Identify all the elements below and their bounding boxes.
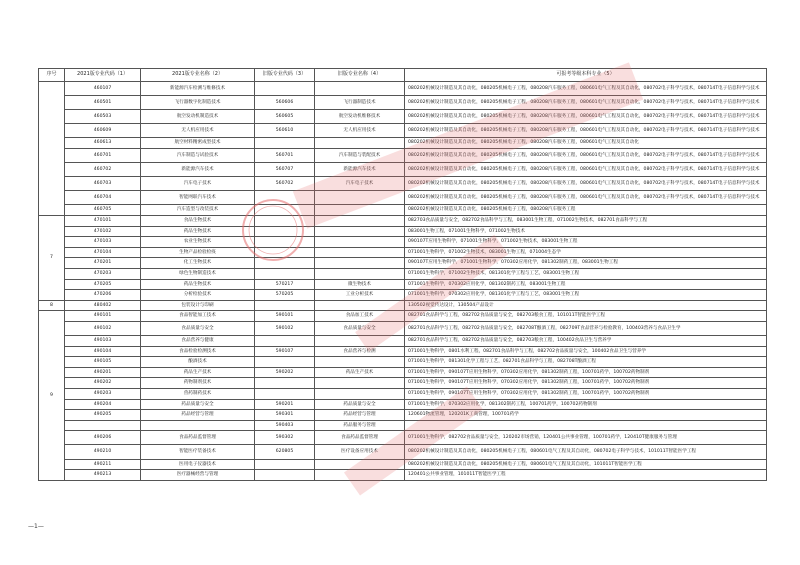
major-code-old-cell <box>255 388 315 399</box>
major-code-old-cell <box>255 215 315 226</box>
major-name-2021-cell: 食品药品监督管理 <box>141 431 255 445</box>
major-code-2021-cell: 460702 <box>65 163 141 177</box>
major-code-old-cell: 590202 <box>255 367 315 378</box>
major-name-2021-cell: 酿酒技术 <box>141 357 255 368</box>
major-code-2021-cell: 490202 <box>65 378 141 389</box>
major-code-2021-cell <box>65 420 141 431</box>
major-code-old-cell <box>255 335 315 346</box>
major-name-old-cell <box>315 378 405 389</box>
table-row <box>39 268 767 279</box>
table-row <box>39 138 767 149</box>
major-code-old-cell: 590102 <box>255 321 315 335</box>
major-name-2021-cell: 汽车制造与试验技术 <box>141 148 255 162</box>
table-row <box>39 445 767 459</box>
major-code-old-cell: 570217 <box>255 279 315 290</box>
column-header: 旧版专业名称（4） <box>315 69 405 82</box>
major-name-2021-cell: 智能网联汽车技术 <box>141 191 255 205</box>
major-name-old-cell <box>315 357 405 368</box>
major-code-old-cell: 590302 <box>255 431 315 445</box>
table-row <box>39 191 767 205</box>
table-row <box>39 470 767 481</box>
major-code-2021-cell: 460613 <box>65 138 141 149</box>
table-row <box>39 367 767 378</box>
eligible-majors-cell: 080202机械设计制造及其自动化，080205机械电子工程，080208汽车服务工程，080601电气工程及其自动化，080702电子科学与技术，080714T电子信息科学与技术 <box>405 82 767 96</box>
table-row <box>39 431 767 445</box>
major-name-2021-cell: 分析检验技术 <box>141 290 255 301</box>
eligible-majors-cell: 080202机械设计制造及其自动化，080205机械电子工程，080208汽车服务工程，080601电气工程及其自动化，080702电子科学与技术，080714T电子信息科学与技术 <box>405 96 767 110</box>
sequence-cell <box>39 82 65 216</box>
major-code-2021-cell: 480402 <box>65 300 141 311</box>
major-name-old-cell: 食品营养与检测 <box>315 346 405 357</box>
major-code-old-cell <box>255 378 315 389</box>
table-row <box>39 420 767 431</box>
eligible-majors-cell: 071001生物科学，070302应用化学，081302制药工程，083001生物工程 <box>405 279 767 290</box>
eligible-majors-cell: 090107T应用生物科学，071001生物科学，070302应用化学，081302制药工程，083001生物工程 <box>405 258 767 269</box>
eligible-majors-cell: 080202机械设计制造及其自动化，080205机械电子工程，080208汽车服务工程，080601电气工程及其自动化，080702电子科学与技术，080714T电子信息科学与技术 <box>405 163 767 177</box>
column-header: 2021版专业代码（1） <box>65 69 141 82</box>
eligible-majors-cell: 080202机械设计制造及其自动化，080205机械电子工程，080208汽车服务工程，080601电气工程及其自动化 <box>405 138 767 149</box>
major-name-2021-cell: 食品质量与安全 <box>141 321 255 335</box>
major-code-old-cell <box>255 247 315 258</box>
table-row <box>39 399 767 410</box>
major-name-old-cell: 药品服务与管理 <box>315 420 405 431</box>
eligible-majors-cell: 082703食品质量与安全，082702食品科学与工程，083001生物工程，071002生物技术，082701食品科学与工程 <box>405 215 767 226</box>
major-code-old-cell <box>255 138 315 149</box>
major-name-2021-cell: 航空材料精密成型技术 <box>141 138 255 149</box>
major-name-old-cell <box>315 470 405 481</box>
eligible-majors-cell: 080202机械设计制造及其自动化，080205机械电子工程，080601电气工程及其自动化，101011T智能医学工程 <box>405 459 767 470</box>
major-code-old-cell <box>255 82 315 96</box>
major-code-old-cell: 560701 <box>255 148 315 162</box>
major-name-2021-cell: 兽药制药技术 <box>141 388 255 399</box>
major-code-old-cell <box>255 191 315 205</box>
eligible-majors-cell: 071001生物科学，090107T应用生物科学，070302应用化学，081302制药工程，100701药学，100702药物制剂 <box>405 378 767 389</box>
major-name-2021-cell: 新能源汽车检测与维修技术 <box>141 82 255 96</box>
major-name-2021-cell: 新能源汽车技术 <box>141 163 255 177</box>
major-name-old-cell: 食品药品监督管理 <box>315 431 405 445</box>
major-name-2021-cell: 药品生物技术 <box>141 279 255 290</box>
major-name-2021-cell: 绿色生物制造技术 <box>141 268 255 279</box>
major-name-old-cell <box>315 300 405 311</box>
eligible-majors-cell: 130502视觉传达设计，130504产品设计 <box>405 300 767 311</box>
major-code-2021-cell: 490101 <box>65 311 141 322</box>
major-name-2021-cell: 食品营养与健康 <box>141 335 255 346</box>
column-header: 序号 <box>39 69 65 82</box>
major-code-2021-cell: 490103 <box>65 335 141 346</box>
eligible-majors-cell: 071001生物科学，082702食品质量与安全，120202市场营销，120401公共事业管理，100701药学，120410T健康服务与管理 <box>405 431 767 445</box>
major-name-2021-cell: 飞行器数字化制造技术 <box>141 96 255 110</box>
major-code-old-cell: 560702 <box>255 177 315 191</box>
eligible-majors-cell: 082701食品科学与工程，082702食品质量与安全，082703粮食工程，101011T智能医学工程 <box>405 311 767 322</box>
major-code-2021-cell: 460704 <box>65 191 141 205</box>
major-code-2021-cell: 490105 <box>65 357 141 368</box>
major-name-2021-cell: 包装设计与印刷 <box>141 300 255 311</box>
major-name-old-cell: 微生物技术 <box>315 279 405 290</box>
major-code-2021-cell: 470103 <box>65 237 141 248</box>
major-code-old-cell <box>255 470 315 481</box>
table-row <box>39 378 767 389</box>
table-row <box>39 321 767 335</box>
eligible-majors-cell: 071001生物科学，071002生物技术，081301化学工程与工艺，083001生物工程 <box>405 268 767 279</box>
major-name-old-cell <box>315 459 405 470</box>
major-code-2021-cell: 460609 <box>65 124 141 138</box>
table-row <box>39 124 767 138</box>
sequence-cell: 7 <box>39 215 65 300</box>
eligible-majors-cell: 071001生物科学，090107T应用生物科学，070302应用化学，081302制药工程，100701药学，100702药物制剂 <box>405 388 767 399</box>
eligible-majors-cell: 080202机械设计制造及其自动化，080205机械电子工程，080208汽车服务工程，080601电气工程及其自动化，080702电子科学与技术，080714T电子信息科学与技术 <box>405 124 767 138</box>
eligible-majors-cell: 080202机械设计制造及其自动化，080205机械电子工程，080208汽车服务工程 <box>405 205 767 216</box>
table-row <box>39 410 767 421</box>
eligible-majors-cell: 090107T应用生物科学，071001生物科学，071002生物技术，083001生物工程 <box>405 237 767 248</box>
major-code-2021-cell: 490211 <box>65 459 141 470</box>
major-name-2021-cell: 汽车造型与改装技术 <box>141 205 255 216</box>
table-header-row <box>39 69 767 82</box>
major-code-2021-cell: 470102 <box>65 226 141 237</box>
major-code-2021-cell: 460501 <box>65 96 141 110</box>
major-name-2021-cell: 药品生产技术 <box>141 367 255 378</box>
column-header: 旧版专业代码（3） <box>255 69 315 82</box>
major-code-old-cell <box>255 459 315 470</box>
major-code-2021-cell: 490213 <box>65 470 141 481</box>
major-name-old-cell: 飞行器制造技术 <box>315 96 405 110</box>
page-number: —1— <box>28 523 44 530</box>
major-name-old-cell: 药品质量与安全 <box>315 399 405 410</box>
table-row <box>39 177 767 191</box>
major-name-old-cell: 新能源汽车技术 <box>315 163 405 177</box>
major-code-2021-cell: 490205 <box>65 410 141 421</box>
major-name-old-cell: 食品质量与安全 <box>315 321 405 335</box>
eligible-majors-cell: 083001生物工程，071001生物科学，071002生物技术 <box>405 226 767 237</box>
table-row <box>39 279 767 290</box>
eligible-majors-cell: 080202机械设计制造及其自动化，080205机械电子工程，080208汽车服务工程，080601电气工程及其自动化，080702电子科学与技术，080714T电子信息科学与技术 <box>405 148 767 162</box>
table-row <box>39 300 767 311</box>
major-code-old-cell <box>255 258 315 269</box>
major-code-old-cell <box>255 226 315 237</box>
table-row <box>39 459 767 470</box>
major-code-old-cell: 560610 <box>255 124 315 138</box>
major-name-old-cell <box>315 138 405 149</box>
eligible-majors-cell: 080202机械设计制造及其自动化，080205机械电子工程，080208汽车服务工程，080601电气工程及其自动化，080702电子科学与技术，080714T电子信息科学与技术 <box>405 191 767 205</box>
major-code-old-cell: 560605 <box>255 110 315 124</box>
major-code-old-cell: 620805 <box>255 445 315 459</box>
table-row <box>39 110 767 124</box>
table-row <box>39 346 767 357</box>
major-code-2021-cell: 470104 <box>65 247 141 258</box>
major-name-2021-cell: 药品生物技术 <box>141 226 255 237</box>
table-row <box>39 388 767 399</box>
eligible-majors-cell: 071001生物科学，090107T应用生物科学，070302应用化学，081302制药工程，100701药学，100702药物制剂 <box>405 367 767 378</box>
major-name-2021-cell: 食品智能加工技术 <box>141 311 255 322</box>
major-code-2021-cell: 490203 <box>65 388 141 399</box>
major-name-old-cell <box>315 191 405 205</box>
major-name-2021-cell: 药品经营与管理 <box>141 410 255 421</box>
major-code-2021-cell: 470205 <box>65 279 141 290</box>
major-name-2021-cell: 化工生物技术 <box>141 258 255 269</box>
major-code-old-cell: 590107 <box>255 346 315 357</box>
major-code-old-cell <box>255 237 315 248</box>
table-row <box>39 96 767 110</box>
table-row <box>39 205 767 216</box>
major-code-old-cell: 560606 <box>255 96 315 110</box>
eligible-majors-cell: 071001生物科学，070302应用化学，081301化学工程与工艺，083001生物工程 <box>405 290 767 301</box>
table-row <box>39 258 767 269</box>
major-code-old-cell: 560707 <box>255 163 315 177</box>
major-name-2021-cell <box>141 420 255 431</box>
eligible-majors-cell: 080202机械设计制造及其自动化，080205机械电子工程，080601电气工程及其自动化，080702电子科学与技术，101011T智能医学工程 <box>405 445 767 459</box>
table-row <box>39 82 767 96</box>
major-name-old-cell: 汽车电子技术 <box>315 177 405 191</box>
major-name-old-cell <box>315 388 405 399</box>
major-name-old-cell: 药品生产技术 <box>315 367 405 378</box>
major-code-2021-cell: 460107 <box>65 82 141 96</box>
major-code-2021-cell: 460703 <box>65 177 141 191</box>
major-name-2021-cell: 食品生物技术 <box>141 215 255 226</box>
major-name-2021-cell: 医疗器械经营与管理 <box>141 470 255 481</box>
eligible-majors-cell: 071001生物科学，081301化学工程与工艺，082701食品科学与工程，082708T酿酒工程 <box>405 357 767 368</box>
major-code-old-cell: 590301 <box>255 410 315 421</box>
eligible-majors-cell: 120401公共事业管理，101011T智能医学工程 <box>405 470 767 481</box>
major-name-2021-cell: 农业生物技术 <box>141 237 255 248</box>
table-row <box>39 335 767 346</box>
major-name-2021-cell: 无人机应用技术 <box>141 124 255 138</box>
column-header: 2021版专业名称（2） <box>141 69 255 82</box>
major-code-2021-cell: 470101 <box>65 215 141 226</box>
table-row <box>39 247 767 258</box>
major-code-old-cell <box>255 300 315 311</box>
major-code-2021-cell: 490206 <box>65 431 141 445</box>
major-code-old-cell <box>255 205 315 216</box>
major-code-2021-cell: 490204 <box>65 399 141 410</box>
eligible-majors-cell <box>405 420 767 431</box>
major-name-old-cell: 食品加工技术 <box>315 311 405 322</box>
major-code-old-cell <box>255 268 315 279</box>
major-name-2021-cell: 智能医疗装备技术 <box>141 445 255 459</box>
major-name-old-cell: 航空发动机维修技术 <box>315 110 405 124</box>
major-name-2021-cell: 生物产品检验检疫 <box>141 247 255 258</box>
major-code-2021-cell: 490210 <box>65 445 141 459</box>
column-header: 可报考等级本科专业（5） <box>405 69 767 82</box>
eligible-majors-cell: 080202机械设计制造及其自动化，080205机械电子工程，080208汽车服务工程，080601电气工程及其自动化，080702电子科学与技术，080714T电子信息科学与技术 <box>405 177 767 191</box>
major-table <box>38 68 767 481</box>
major-code-2021-cell: 490201 <box>65 367 141 378</box>
major-code-2021-cell: 490104 <box>65 346 141 357</box>
eligible-majors-cell: 082701食品科学与工程，082702食品质量与安全，082708T酿酒工程，082709T食品营养与检验教育，100403营养与食品卫生学 <box>405 321 767 335</box>
major-code-2021-cell: 460503 <box>65 110 141 124</box>
major-name-2021-cell: 药物制剂技术 <box>141 378 255 389</box>
major-name-old-cell: 无人机应用技术 <box>315 124 405 138</box>
eligible-majors-cell: 071001生物科学，071002生物技术，083001生物工程，071004生态学 <box>405 247 767 258</box>
major-code-2021-cell: 490102 <box>65 321 141 335</box>
major-code-old-cell: 590101 <box>255 311 315 322</box>
major-code-old-cell: 570205 <box>255 290 315 301</box>
major-name-old-cell <box>315 247 405 258</box>
major-name-old-cell <box>315 268 405 279</box>
major-code-old-cell: 590403 <box>255 420 315 431</box>
eligible-majors-cell: 071001生物科学，0801水利工程，082701食品科学与工程，082702食品质量与安全，100402食品卫生与营养学 <box>405 346 767 357</box>
eligible-majors-cell: 071001生物科学，070302应用化学，081302制药工程，100701药学，100702药物制剂 <box>405 399 767 410</box>
major-name-2021-cell: 医用电子仪器技术 <box>141 459 255 470</box>
table-row <box>39 357 767 368</box>
major-name-2021-cell: 食品检验检测技术 <box>141 346 255 357</box>
table-row <box>39 215 767 226</box>
eligible-majors-cell: 120601物流管理，120201K工商管理，100701药学 <box>405 410 767 421</box>
table-row <box>39 237 767 248</box>
major-code-2021-cell: 470206 <box>65 290 141 301</box>
major-code-2021-cell: 470201 <box>65 258 141 269</box>
major-name-old-cell <box>315 258 405 269</box>
sequence-cell: 8 <box>39 300 65 311</box>
sequence-cell: 9 <box>39 311 65 480</box>
major-code-2021-cell: 460705 <box>65 205 141 216</box>
major-name-2021-cell: 汽车电子技术 <box>141 177 255 191</box>
eligible-majors-cell: 082701食品科学与工程，082702食品质量与安全，082703粮食工程，100402食品卫生与营养学 <box>405 335 767 346</box>
major-name-old-cell <box>315 335 405 346</box>
major-name-old-cell <box>315 205 405 216</box>
table-row <box>39 290 767 301</box>
major-name-old-cell <box>315 215 405 226</box>
major-code-2021-cell: 460701 <box>65 148 141 162</box>
major-name-old-cell <box>315 226 405 237</box>
table-row <box>39 148 767 162</box>
major-code-old-cell: 590201 <box>255 399 315 410</box>
major-name-old-cell <box>315 237 405 248</box>
table-row <box>39 311 767 322</box>
table-row <box>39 226 767 237</box>
table-row <box>39 163 767 177</box>
major-name-2021-cell: 航空发动机制造技术 <box>141 110 255 124</box>
major-name-old-cell: 医疗设备应用技术 <box>315 445 405 459</box>
major-name-old-cell <box>315 82 405 96</box>
major-name-old-cell: 工业分析技术 <box>315 290 405 301</box>
major-code-2021-cell: 470203 <box>65 268 141 279</box>
major-name-2021-cell: 药品质量与安全 <box>141 399 255 410</box>
major-name-old-cell: 汽车制造与装配技术 <box>315 148 405 162</box>
major-name-old-cell: 药品经营与管理 <box>315 410 405 421</box>
eligible-majors-cell: 080202机械设计制造及其自动化，080205机械电子工程，080208汽车服务工程，080601电气工程及其自动化，080702电子科学与技术，080714T电子信息科学与技术 <box>405 110 767 124</box>
major-code-old-cell <box>255 357 315 368</box>
